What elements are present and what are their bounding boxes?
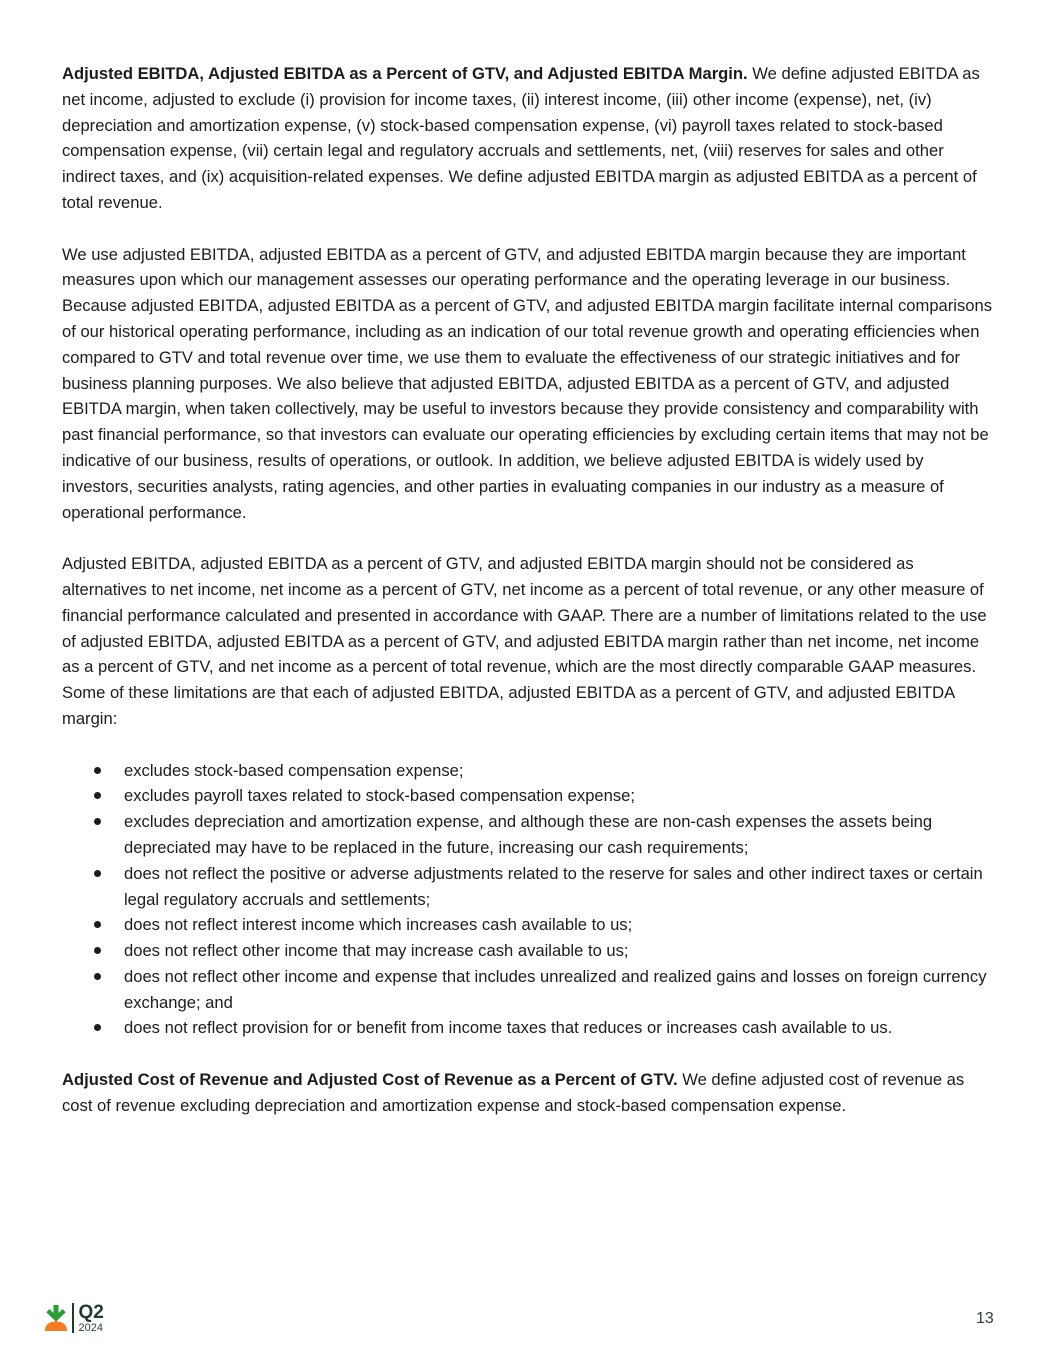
paragraph-ebitda-limitations: Adjusted EBITDA, adjusted EBITDA as a percent of GTV, and adjusted EBITDA margin should not be considered as alternatives to net income, net income as a percent of GTV, net income as a percent of total revenue, or any other measure of financial performance calculated and presented in accordance with GAAP. There are a number of limitations related to the use of adjusted EBITDA, adjusted EBITDA as a percent of GTV, and adjusted EBITDA margin rather than net income, net income as a percent of GTV, and net income as a percent of total revenue, which are the most directly comparable GAAP measures. Some of these limitations are that each of adjusted EBITDA, adjusted EBITDA as a percent of GTV, and adjusted EBITDA margin: — [62, 554, 987, 728]
list-item: excludes stock-based compensation expense; — [62, 758, 997, 784]
page-number: 13 — [976, 1310, 994, 1327]
list-item: excludes payroll taxes related to stock-based compensation expense; — [62, 783, 997, 809]
limitations-list — [62, 758, 997, 1042]
paragraph-text: We define adjusted EBITDA as net income, adjusted to exclude (i) provision for income taxes, (ii) interest income, (iii) other income (expense), net, (iv) depreciation and amortization expense, (v) stock-based compensation expense, (vi) payroll taxes related to stock-based compensation expense, (vii) certain legal and regulatory accruals and settlements, net, (viii) reserves for sales and other indirect taxes, and (ix) acquisition-related expenses. We define adjusted EBITDA margin as adjusted EBITDA as a percent of total revenue. — [62, 64, 980, 212]
section-heading-adjusted-cost-of-revenue: Adjusted Cost of Revenue and Adjusted Cost of Revenue as a Percent of GTV. — [62, 1070, 678, 1090]
paragraph-ebitda-usage: We use adjusted EBITDA, adjusted EBITDA as a percent of GTV, and adjusted EBITDA margin because they are important measures upon which our management assesses our operating performance and the operating leverage in our business. Because adjusted EBITDA, adjusted EBITDA as a percent of GTV, and adjusted EBITDA margin facilitate internal comparisons of our historical operating performance, including as an indication of our total revenue growth and operating efficiencies when compared to GTV and total revenue over time, we use them to evaluate the effectiveness of our strategic initiatives and for business planning purposes. We also believe that adjusted EBITDA, adjusted EBITDA as a percent of GTV, and adjusted EBITDA margin, when taken collectively, may be useful to investors because they provide consistency and comparability with past financial performance, so that investors can evaluate our operating efficiencies by excluding certain items that may not be indicative of our business, results of operations, or outlook. In addition, we believe adjusted EBITDA is widely used by investors, securities analysts, rating agencies, and other parties in evaluating companies in our industry as a measure of operational performance. — [62, 244, 993, 522]
list-item: does not reflect interest income which increases cash available to us; — [62, 912, 997, 938]
document-body — [62, 61, 997, 1144]
logo-year: 2024 — [78, 1321, 103, 1334]
bullet-icon — [94, 792, 101, 799]
logo-divider — [72, 1303, 74, 1333]
paragraph-text: We define adjusted cost of revenue as cost of revenue excluding depreciation and amortization expense and stock-based compensation expense. — [62, 1070, 965, 1115]
list-item: does not reflect other income and expense that includes unrealized and realized gains and losses on foreign currency exchange; and — [62, 964, 997, 1016]
section-heading-adjusted-ebitda: Adjusted EBITDA, Adjusted EBITDA as a Percent of GTV, and Adjusted EBITDA Margin. — [62, 64, 748, 83]
list-item: does not reflect provision for or benefit from income taxes that reduces or increases cash available to us. — [62, 1015, 997, 1041]
bullet-icon — [94, 767, 101, 774]
list-item: does not reflect the positive or adverse adjustments related to the reserve for sales and other indirect taxes or certain legal regulatory accruals and settlements; — [62, 861, 997, 913]
bullet-icon — [94, 947, 101, 954]
bullet-icon — [94, 818, 101, 825]
bullet-icon — [94, 870, 101, 877]
list-item: does not reflect other income that may increase cash available to us; — [62, 938, 997, 964]
logo-quarter: Q2 — [78, 1301, 104, 1323]
logo-text — [79, 1303, 104, 1334]
paragraph-adjusted-cost-of-revenue — [62, 1067, 997, 1119]
list-item: excludes depreciation and amortization expense, and although these are non-cash expenses the assets being depreciated may have to be replaced in the future, increasing our cash requirements; — [62, 809, 997, 861]
bullet-icon — [94, 1024, 101, 1031]
bullet-icon — [94, 921, 101, 928]
paragraph-adjusted-ebitda-definition — [62, 61, 997, 216]
bullet-icon — [94, 973, 101, 980]
footer-logo — [44, 1302, 104, 1334]
carrot-logo-icon — [44, 1304, 68, 1332]
